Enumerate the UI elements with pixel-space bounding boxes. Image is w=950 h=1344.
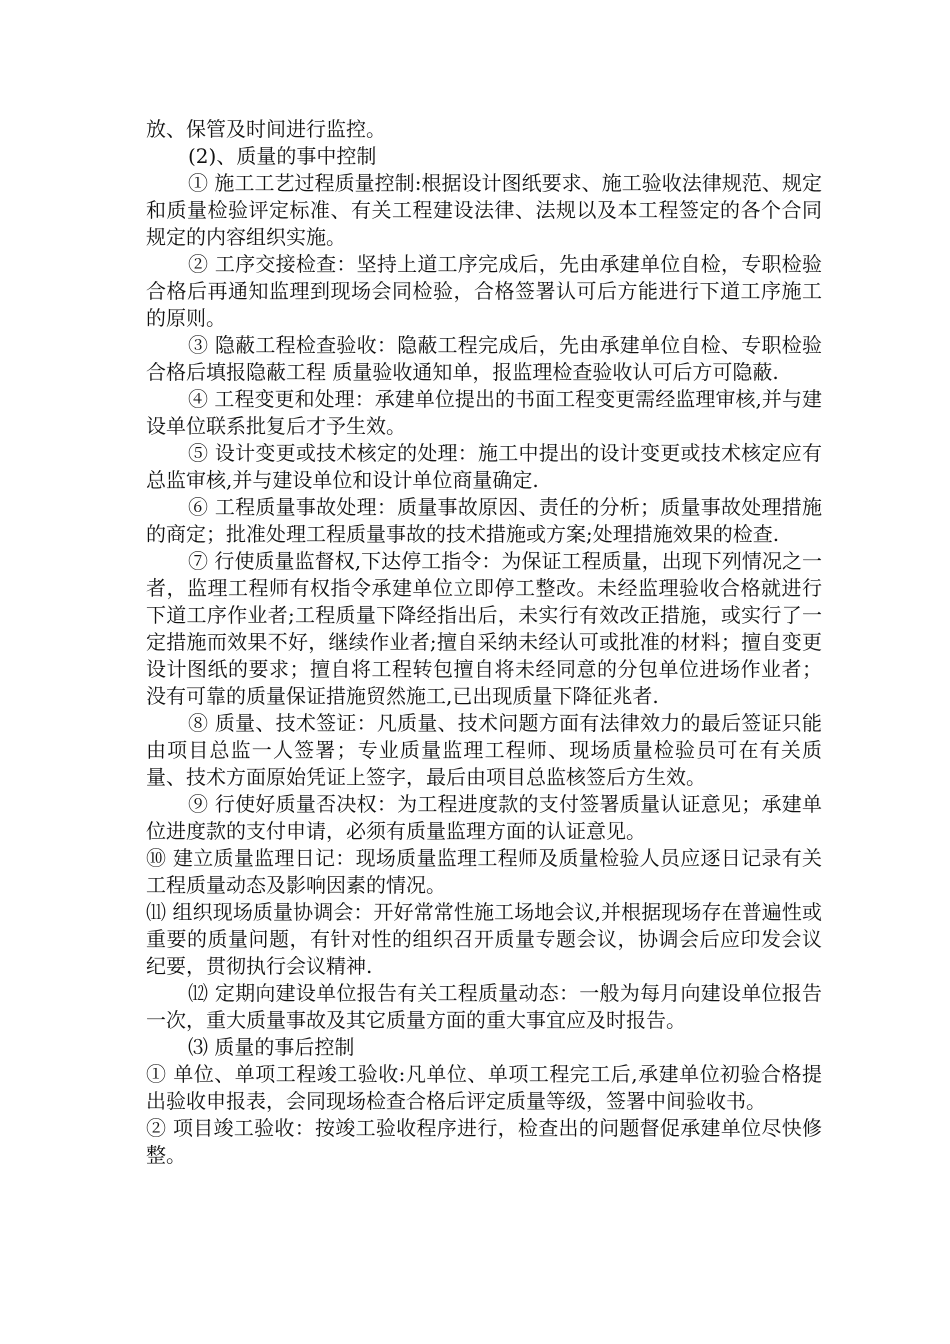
paragraph: 放、保管及时间进行监控。: [146, 117, 386, 141]
paragraph: (2)、质量的事中控制: [188, 144, 377, 168]
paragraph: ② 项目竣工验收：按竣工验收程序进行，检查出的问题督促承建单位尽快修整。: [146, 1116, 822, 1167]
paragraph: ⑨ 行使好质量否决权：为工程进度款的支付签署质量认证意见；承建单位进度款的支付申请，必须有质量监理方面的认证意见。: [146, 792, 822, 843]
paragraph: ⑦ 行使质量监督权,下达停工指令：为保证工程质量，出现下列情况之一者，监理工程师有权指令承建单位立即停工整改。未经监理验收合格就进行下道工序作业者;工程质量下降经指出后，未实行有效改正措施，或实行了一定措施而效果不好，继续作业者;擅自采纳未经认可或批准的材料；擅自变更设计图纸的要求；擅自将工程转包擅自将未经同意的分包单位进场作业者；没有可靠的质量保证措施贸然施工,已出现质量下降征兆者.: [146, 549, 822, 708]
paragraph: ② 工序交接检查：坚持上道工序完成后，先由承建单位自检，专职检验合格后再通知监理到现场会同检验，合格签署认可后方能进行下道工序施工的原则。: [146, 252, 822, 330]
paragraph: ⑾ 组织现场质量协调会：开好常常性施工场地会议,并根据现场存在普遍性或重要的质量问题，有针对性的组织召开质量专题会议，协调会后应印发会议纪要，贯彻执行会议精神.: [146, 900, 822, 978]
document-body: [146, 116, 822, 1169]
paragraph: ③ 隐蔽工程检查验收：隐蔽工程完成后，先由承建单位自检、专职检验合格后填报隐蔽工程 质量验收通知单，报监理检查验收认可后方可隐蔽.: [146, 333, 822, 384]
paragraph: ⑥ 工程质量事故处理：质量事故原因、责任的分析；质量事故处理措施的商定；批准处理工程质量事故的技术措施或方案;处理措施效果的检查.: [146, 495, 822, 546]
paragraph: ⑤ 设计变更或技术核定的处理：施工中提出的设计变更或技术核定应有总监审核,并与建设单位和设计单位商量确定.: [146, 441, 822, 492]
paragraph: ④ 工程变更和处理：承建单位提出的书面工程变更需经监理审核,并与建设单位联系批复后才予生效。: [146, 387, 822, 438]
paragraph: ⑩ 建立质量监理日记：现场质量监理工程师及质量检验人员应逐日记录有关工程质量动态及影响因素的情况。: [146, 846, 822, 897]
paragraph: ⑶ 质量的事后控制: [188, 1035, 355, 1059]
paragraph: ⑿ 定期向建设单位报告有关工程质量动态：一般为每月向建设单位报告一次，重大质量事故及其它质量方面的重大事宜应及时报告。: [146, 981, 822, 1032]
paragraph: ① 单位、单项工程竣工验收:凡单位、单项工程完工后,承建单位初验合格提出验收申报表，会同现场检查合格后评定质量等级，签署中间验收书。: [146, 1062, 822, 1113]
paragraph: ⑧ 质量、技术签证：凡质量、技术问题方面有法律效力的最后签证只能由项目总监一人签署；专业质量监理工程师、现场质量检验员可在有关质量、技术方面原始凭证上签字，最后由项目总监核签后方生效。: [146, 711, 822, 789]
paragraph: ① 施工工艺过程质量控制:根据设计图纸要求、施工验收法律规范、规定和质量检验评定标准、有关工程建设法律、法规以及本工程签定的各个合同规定的内容组织实施。: [146, 171, 822, 249]
